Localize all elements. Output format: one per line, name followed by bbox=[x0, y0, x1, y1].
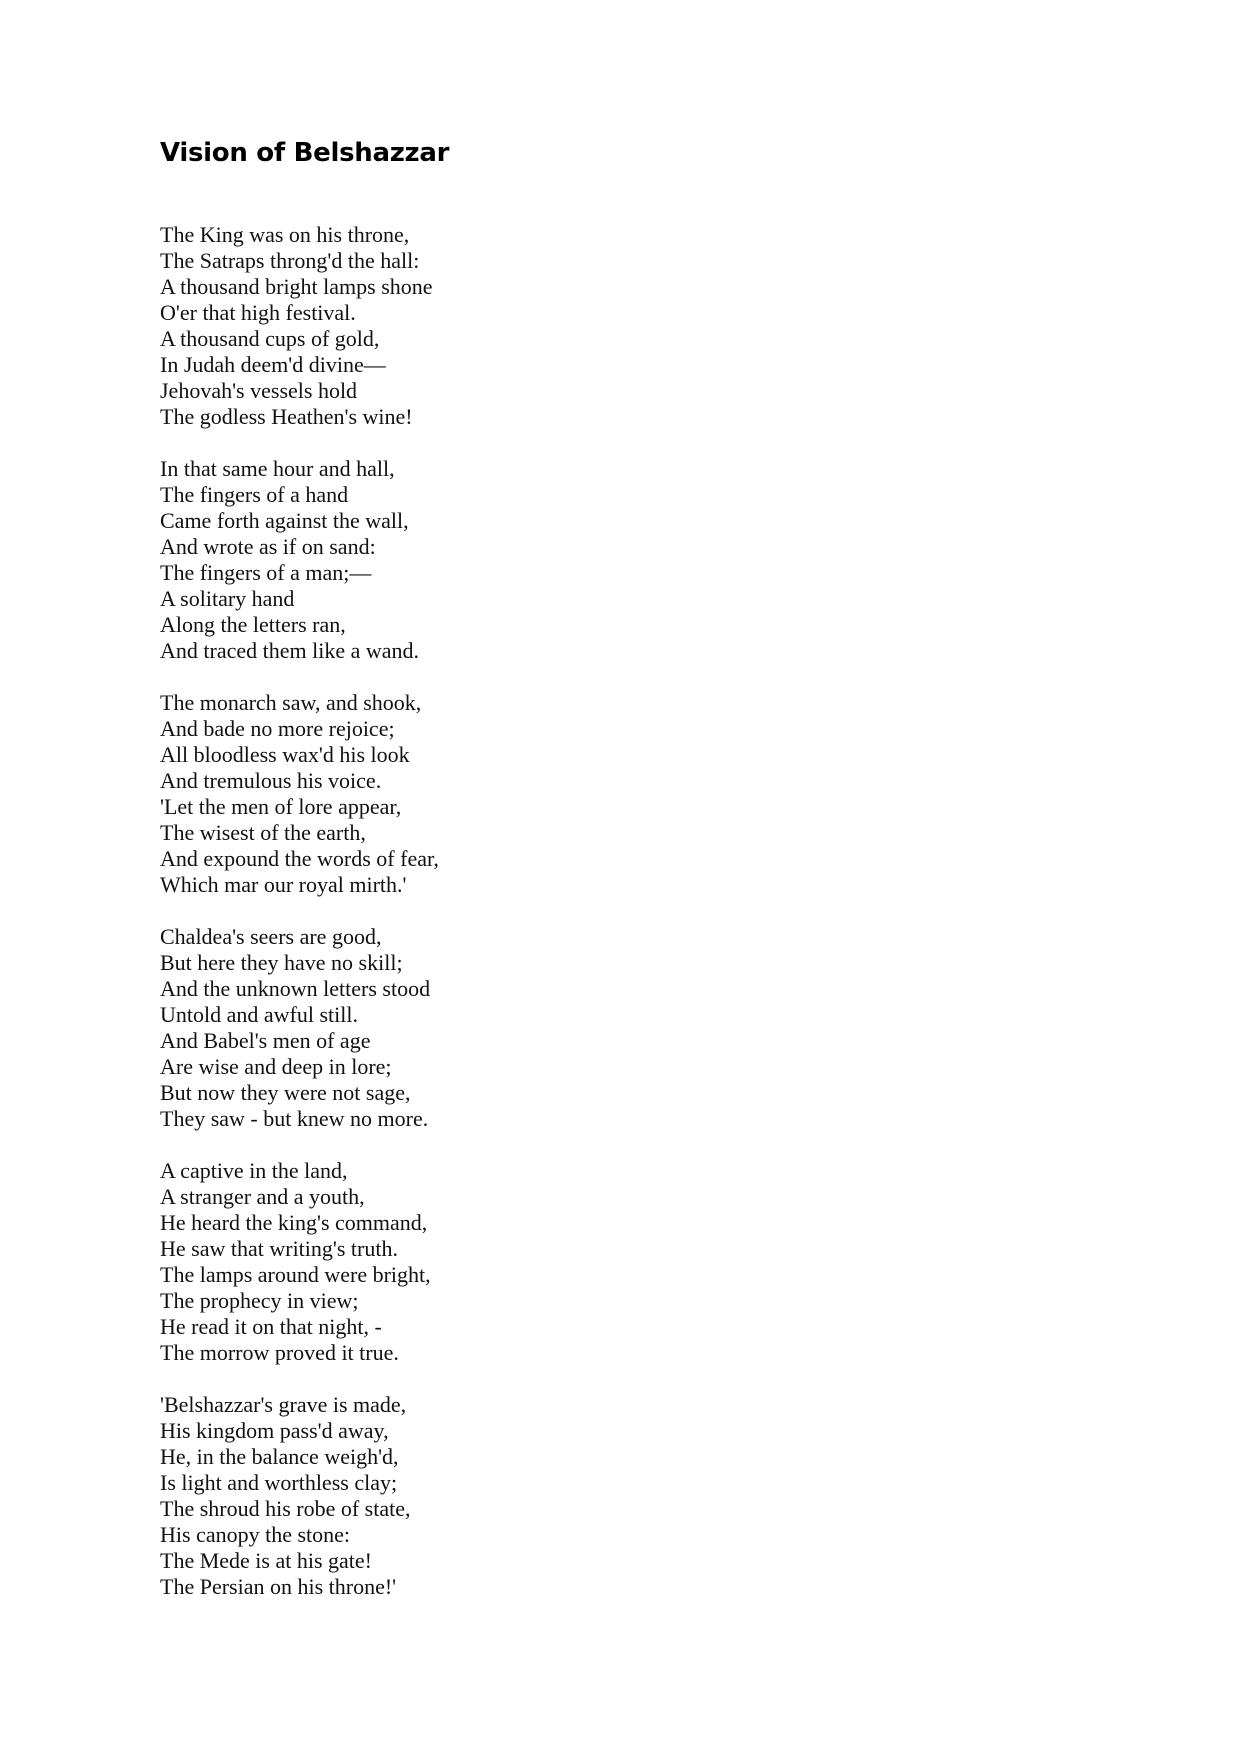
poem-line: And expound the words of fear, bbox=[160, 846, 439, 871]
poem-line: The prophecy in view; bbox=[160, 1288, 359, 1313]
poem-line: His kingdom pass'd away, bbox=[160, 1418, 389, 1443]
poem-line: Came forth against the wall, bbox=[160, 508, 409, 533]
stanza-2 bbox=[160, 456, 860, 664]
poem-line: The Mede is at his gate! bbox=[160, 1548, 372, 1573]
poem-line: He, in the balance weigh'd, bbox=[160, 1444, 399, 1469]
poem-line: The King was on his throne, bbox=[160, 222, 410, 247]
poem-line: Is light and worthless clay; bbox=[160, 1470, 398, 1495]
stanza-4 bbox=[160, 924, 860, 1132]
poem-line: O'er that high festival. bbox=[160, 300, 356, 325]
stanza-6 bbox=[160, 1392, 860, 1600]
poem-line: The shroud his robe of state, bbox=[160, 1496, 411, 1521]
poem-line: And traced them like a wand. bbox=[160, 638, 420, 663]
poem-line: He saw that writing's truth. bbox=[160, 1236, 398, 1261]
poem-line: A captive in the land, bbox=[160, 1158, 348, 1183]
poem-line: The Persian on his throne!' bbox=[160, 1574, 397, 1599]
poem-line: The monarch saw, and shook, bbox=[160, 690, 422, 715]
poem-line: All bloodless wax'd his look bbox=[160, 742, 410, 767]
poem-line: And Babel's men of age bbox=[160, 1028, 371, 1053]
poem-line: Are wise and deep in lore; bbox=[160, 1054, 392, 1079]
poem-line: A thousand bright lamps shone bbox=[160, 274, 433, 299]
stanza-5 bbox=[160, 1158, 860, 1366]
stanza-3 bbox=[160, 690, 860, 898]
poem-line: The lamps around were bright, bbox=[160, 1262, 431, 1287]
poem-line: But now they were not sage, bbox=[160, 1080, 411, 1105]
poem-line: A thousand cups of gold, bbox=[160, 326, 380, 351]
poem-line: Jehovah's vessels hold bbox=[160, 378, 358, 403]
poem-line: The godless Heathen's wine! bbox=[160, 404, 413, 429]
poem-line: Which mar our royal mirth.' bbox=[160, 872, 407, 897]
poem-line: In Judah deem'd divine— bbox=[160, 352, 386, 377]
poem-line: The fingers of a hand bbox=[160, 482, 349, 507]
poem-line: A stranger and a youth, bbox=[160, 1184, 365, 1209]
poem-line: He read it on that night, - bbox=[160, 1314, 382, 1339]
poem-line: They saw - but knew no more. bbox=[160, 1106, 429, 1131]
stanza-1 bbox=[160, 222, 860, 430]
poem-line: The wisest of the earth, bbox=[160, 820, 366, 845]
poem-line: 'Let the men of lore appear, bbox=[160, 794, 402, 819]
poem-line: He heard the king's command, bbox=[160, 1210, 428, 1235]
poem-line: And tremulous his voice. bbox=[160, 768, 382, 793]
poem-line: Chaldea's seers are good, bbox=[160, 924, 382, 949]
poem-line: The fingers of a man;— bbox=[160, 560, 372, 585]
poem-line: Along the letters ran, bbox=[160, 612, 346, 637]
poem-line: The Satraps throng'd the hall: bbox=[160, 248, 420, 273]
poem-line: And bade no more rejoice; bbox=[160, 716, 395, 741]
poem-body bbox=[160, 222, 860, 1626]
poem-line: But here they have no skill; bbox=[160, 950, 403, 975]
poem-line: In that same hour and hall, bbox=[160, 456, 395, 481]
poem-line: The morrow proved it true. bbox=[160, 1340, 399, 1365]
poem-line: 'Belshazzar's grave is made, bbox=[160, 1392, 407, 1417]
poem-line: And the unknown letters stood bbox=[160, 976, 431, 1001]
poem-line: A solitary hand bbox=[160, 586, 295, 611]
poem-line: His canopy the stone: bbox=[160, 1522, 351, 1547]
poem-line: Untold and awful still. bbox=[160, 1002, 358, 1027]
poem-line: And wrote as if on sand: bbox=[160, 534, 376, 559]
poem-title: Vision of Belshazzar bbox=[160, 138, 450, 168]
